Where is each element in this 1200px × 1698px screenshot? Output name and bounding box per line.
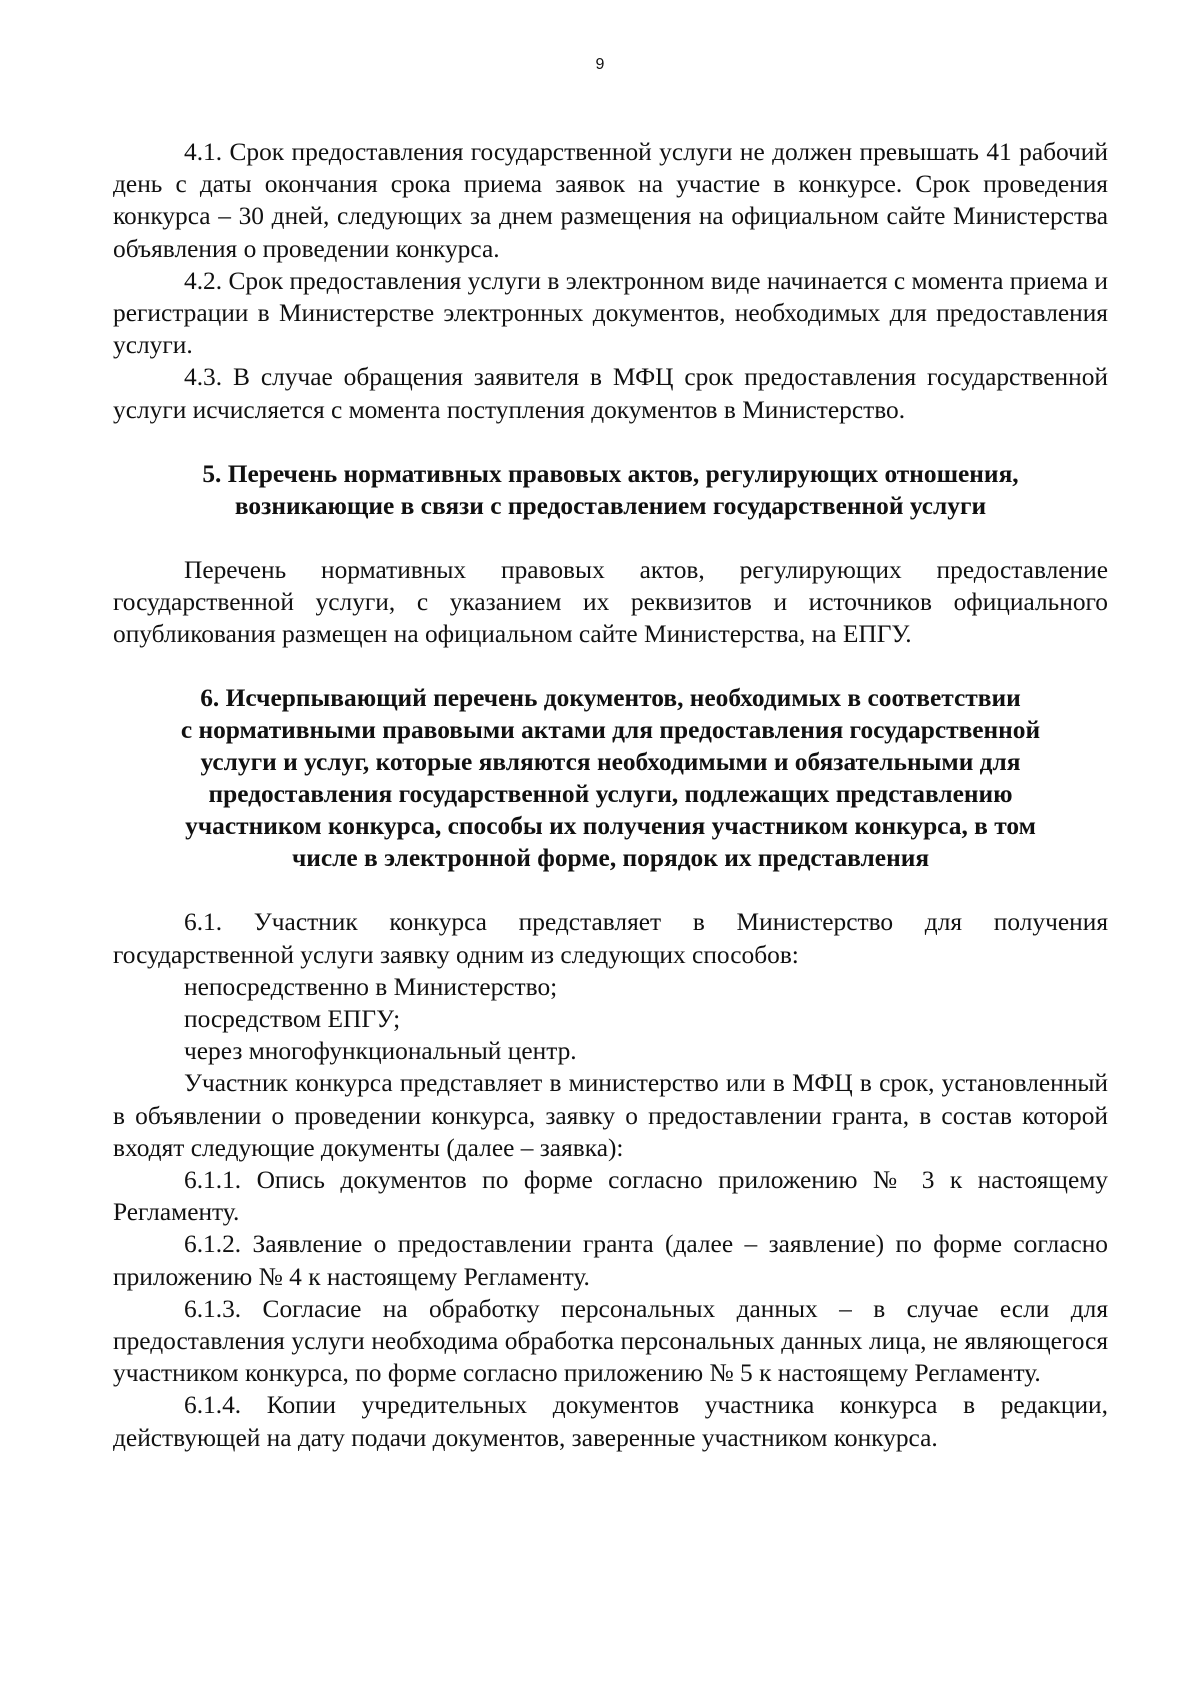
- spacer: [113, 522, 1108, 554]
- spacer: [113, 874, 1108, 906]
- section-6-heading-line: с нормативными правовыми актами для предоставления государственной: [180, 716, 1041, 745]
- paragraph-6-1-continuation: Участник конкурса представляет в министерство или в МФЦ в срок, установленный в объявлении о проведении конкурса, заявку о предоставлении гранта, в состав которой входят следующие документы (далее – заявка):: [113, 1069, 1108, 1162]
- section-5-body: Перечень нормативных правовых актов, регулирующих предоставление государственной услуги, с указанием их реквизитов и источников официального опубликования размещен на официальном сайте Министерства, на ЕПГУ.: [113, 555, 1108, 649]
- spacer: [113, 426, 1108, 458]
- section-6-heading-line: 6. Исчерпывающий перечень документов, необходимых в соответствии: [200, 684, 1021, 713]
- page-number: 9: [595, 56, 605, 73]
- section-6-heading-line: участником конкурса, способы их получения участником конкурса, в том: [185, 812, 1036, 841]
- submission-method: посредством ЕПГУ;: [184, 1005, 401, 1034]
- paragraph-4-1: 4.1. Срок предоставления государственной услуги не должен превышать 41 рабочий день с даты окончания срока приема заявок на участие в конкурсе. Срок проведения конкурса – 30 дней, следующих за днем размещения на официальном сайте Министерства объявления о проведении конкурса.: [113, 138, 1108, 263]
- paragraph-6-1: 6.1. Участник конкурса представляет в Министерство для получения государственной услуги заявку одним из следующих способов:: [113, 908, 1108, 969]
- section-6-heading-line: предоставления государственной услуги, подлежащих представлению: [208, 780, 1013, 809]
- section-6-heading-line: услуги и услуг, которые являются необходимыми и обязательными для: [200, 748, 1021, 777]
- section-5-heading: [113, 458, 1108, 522]
- paragraph-6-1-2: 6.1.2. Заявление о предоставлении гранта (далее – заявление) по форме согласно приложению № 4 к настоящему Регламенту.: [113, 1230, 1108, 1291]
- paragraph-6-1-4: 6.1.4. Копии учредительных документов участника конкурса в редакции, действующей на дату подачи документов, заверенные участником конкурса.: [113, 1391, 1108, 1452]
- section-5-heading-line: 5. Перечень нормативных правовых актов, регулирующих отношения,: [202, 459, 1019, 488]
- submission-method: через многофункциональный центр.: [184, 1037, 577, 1066]
- paragraph-4-3: 4.3. В случае обращения заявителя в МФЦ срок предоставления государственной услуги исчисляется с момента поступления документов в Министерство.: [113, 363, 1108, 424]
- section-5-heading-line: возникающие в связи с предоставлением государственной услуги: [234, 491, 987, 520]
- paragraph-6-1-3: 6.1.3. Согласие на обработку персональных данных – в случае если для предоставления услуги необходима обработка персональных данных лица, не являющегося участником конкурса, по форме согласно приложению № 5 к настоящему Регламенту.: [113, 1294, 1108, 1388]
- section-6-heading-line: числе в электронной форме, порядок их представления: [291, 844, 930, 873]
- section-6-heading: [113, 682, 1108, 874]
- spacer: [113, 650, 1108, 682]
- paragraph-6-1-1: 6.1.1. Опись документов по форме согласно приложению № 3 к настоящему Регламенту.: [113, 1166, 1108, 1227]
- submission-method: непосредственно в Министерство;: [184, 972, 558, 1001]
- paragraph-4-2: 4.2. Срок предоставления услуги в электронном виде начинается с момента приема и регистрации в Министерстве электронных документов, необходимых для предоставления услуги.: [113, 266, 1108, 360]
- document-body: [113, 136, 1108, 1454]
